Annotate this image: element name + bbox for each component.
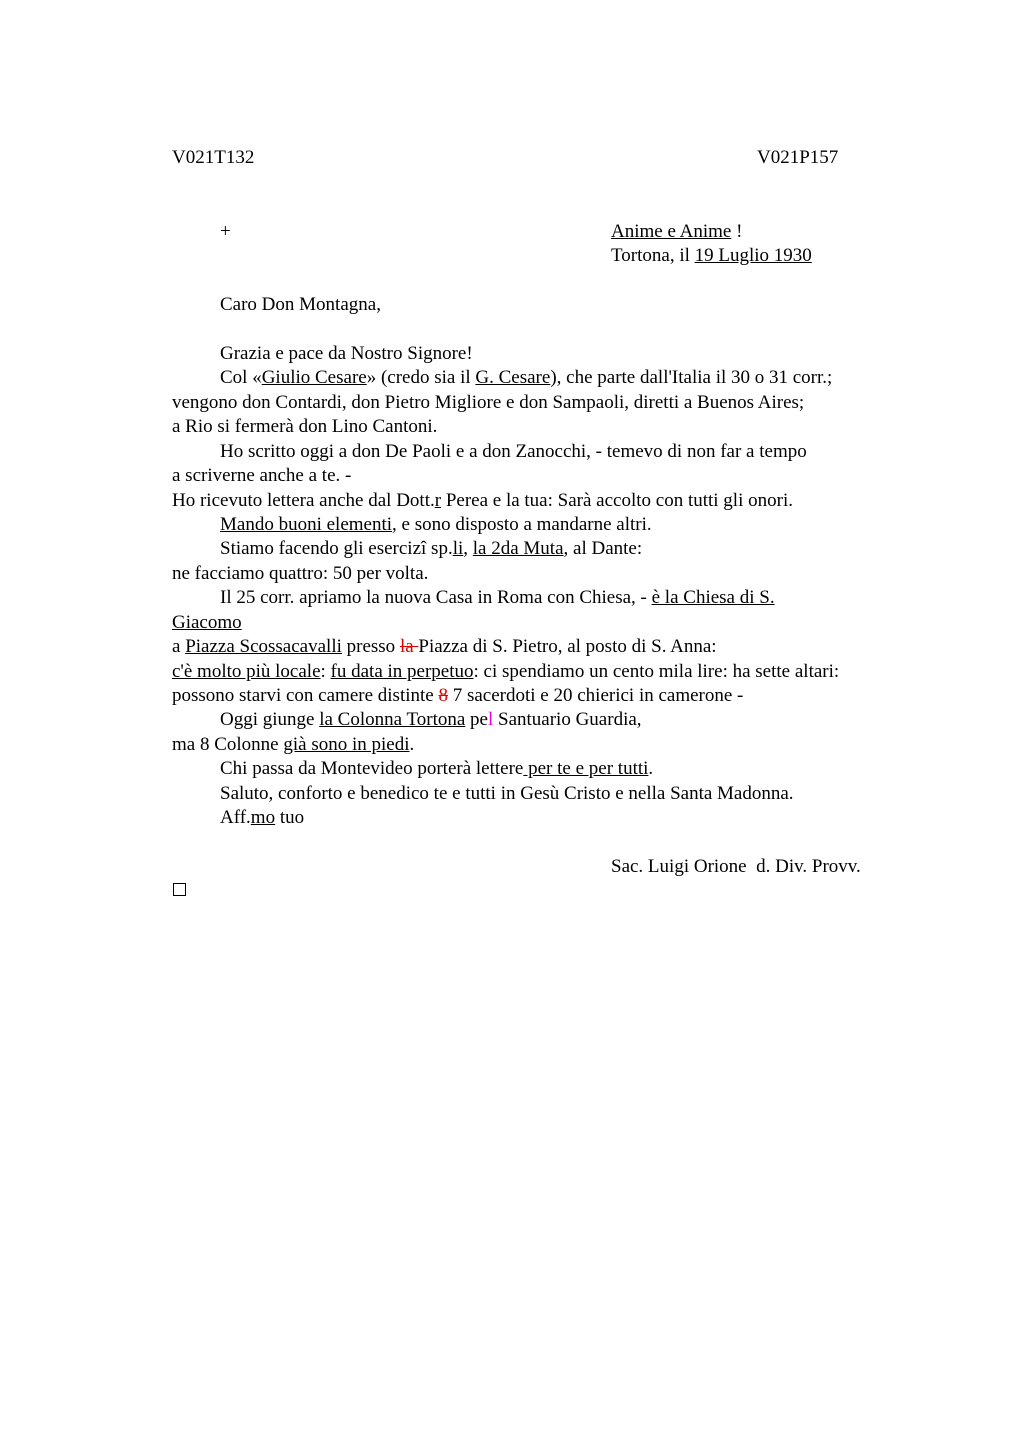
letter-line-18 bbox=[220, 757, 653, 781]
deleted-text: 8 bbox=[438, 685, 448, 706]
date: 19 Luglio 1930 bbox=[694, 245, 812, 266]
motto bbox=[611, 220, 742, 244]
text-run: . bbox=[409, 734, 415, 755]
cross-mark: + bbox=[220, 221, 231, 242]
text-run-underlined: per te e per tutti bbox=[523, 758, 649, 779]
letter-line-19: Saluto, conforto e benedico te e tutti in Gesù Cristo e nella Santa Madonna. bbox=[220, 783, 794, 804]
text-run-underlined: già sono in piedi bbox=[283, 734, 410, 755]
text-run: Stiamo facendo gli esercizi bbox=[220, 538, 427, 559]
letter-line-16 bbox=[220, 708, 642, 732]
letter-line-20 bbox=[220, 806, 304, 830]
text-run: » (credo sia il bbox=[366, 367, 476, 388]
end-box-icon bbox=[173, 883, 186, 896]
text-run: Piazza di S. Pietro, al posto di S. Anna: bbox=[418, 636, 717, 657]
text-run: sp. bbox=[426, 538, 453, 559]
letter-line-3: vengono don Contardi, don Pietro Migliore e don Sampaoli, diretti a Buenos Aires; bbox=[172, 392, 805, 413]
letter-line-12 bbox=[172, 611, 242, 635]
text-run: Chi passa da Montevideo porterà lettere bbox=[220, 758, 524, 779]
letter-line-7 bbox=[172, 489, 793, 513]
text-run-underlined: mo bbox=[250, 807, 276, 828]
text-run: Col « bbox=[220, 367, 262, 388]
text-run-underlined: Giacomo bbox=[172, 612, 242, 633]
text-run: , al Dante: bbox=[563, 538, 643, 559]
motto-text: Anime e Anime bbox=[611, 221, 732, 242]
text-run-underlined: Mando buoni elementi bbox=[220, 514, 393, 535]
letter-line-14 bbox=[172, 660, 839, 684]
letter-line-6: a scriverne anche a te. - bbox=[172, 465, 352, 486]
text-run: Aff. bbox=[220, 807, 251, 828]
place-prefix: Tortona, il bbox=[611, 245, 695, 266]
motto-suffix: ! bbox=[731, 221, 743, 242]
text-run: Ho ricevuto lettera anche dal Dott. bbox=[172, 490, 435, 511]
text-run: pe bbox=[465, 709, 488, 730]
letter-line-4: a Rio si fermerà don Lino Cantoni. bbox=[172, 416, 438, 437]
deleted-text: la bbox=[399, 636, 419, 657]
letter-line-1: Grazia e pace da Nostro Signore! bbox=[220, 343, 473, 364]
text-run-underlined: la 2da Muta bbox=[472, 538, 564, 559]
right-code: V021P157 bbox=[757, 147, 839, 168]
text-run-underlined: fu data in perpetuo bbox=[330, 661, 474, 682]
letter-line-13 bbox=[172, 635, 717, 659]
text-run-underlined: Piazza Scossacavalli bbox=[185, 636, 342, 657]
text-run: Santuario Guardia, bbox=[493, 709, 642, 730]
text-run: a bbox=[172, 636, 186, 657]
signature: Sac. Luigi Orione d. Div. Provv. bbox=[611, 856, 861, 877]
text-run: presso bbox=[341, 636, 400, 657]
text-run: . bbox=[648, 758, 654, 779]
text-run: Oggi giunge bbox=[220, 709, 320, 730]
ship-name: Giulio Cesare bbox=[261, 367, 367, 388]
text-run: Perea e la tua: Sarà accolto con tutti gli onori. bbox=[441, 490, 793, 511]
text-run-underlined: li bbox=[452, 538, 464, 559]
text-run: tuo bbox=[275, 807, 305, 828]
letter-line-15 bbox=[172, 684, 743, 708]
letter-line-17 bbox=[172, 733, 414, 757]
text-run: : bbox=[320, 661, 331, 682]
inserted-letter: l bbox=[487, 709, 494, 730]
text-run-underlined: r bbox=[434, 490, 442, 511]
ship-name-abbrev: G. Cesare bbox=[475, 367, 551, 388]
letter-line-8 bbox=[220, 513, 652, 537]
text-run-underlined: la Colonna Tortona bbox=[319, 709, 466, 730]
text-run: Il 25 corr. apriamo la nuova Casa in Roma con Chiesa, - bbox=[220, 587, 652, 608]
letter-line-9 bbox=[220, 537, 642, 561]
text-run: , bbox=[463, 538, 473, 559]
letter-line-5: Ho scritto oggi a don De Paoli e a don Zanocchi, - temevo di non far a tempo bbox=[220, 441, 807, 462]
text-run: ma 8 Colonne bbox=[172, 734, 284, 755]
salutation: Caro Don Montagna, bbox=[220, 294, 381, 315]
text-run-underlined: c'è molto più locale bbox=[172, 661, 321, 682]
text-run-underlined: è la Chiesa di S. bbox=[651, 587, 775, 608]
text-run: : ci spendiamo un cento mila lire: ha sette altari: bbox=[473, 661, 840, 682]
text-run: possono starvi con camere distinte bbox=[172, 685, 439, 706]
text-run: 7 sacerdoti e 20 chierici in camerone - bbox=[447, 685, 744, 706]
place-date bbox=[611, 244, 812, 268]
letter-line-11 bbox=[220, 586, 775, 610]
letter-line-2 bbox=[220, 366, 832, 390]
letter-line-10: ne facciamo quattro: 50 per volta. bbox=[172, 563, 429, 584]
left-code: V021T132 bbox=[172, 147, 255, 168]
text-run: ), che parte dall'Italia il 30 o 31 corr.; bbox=[550, 367, 833, 388]
text-run: , e sono disposto a mandarne altri. bbox=[392, 514, 652, 535]
